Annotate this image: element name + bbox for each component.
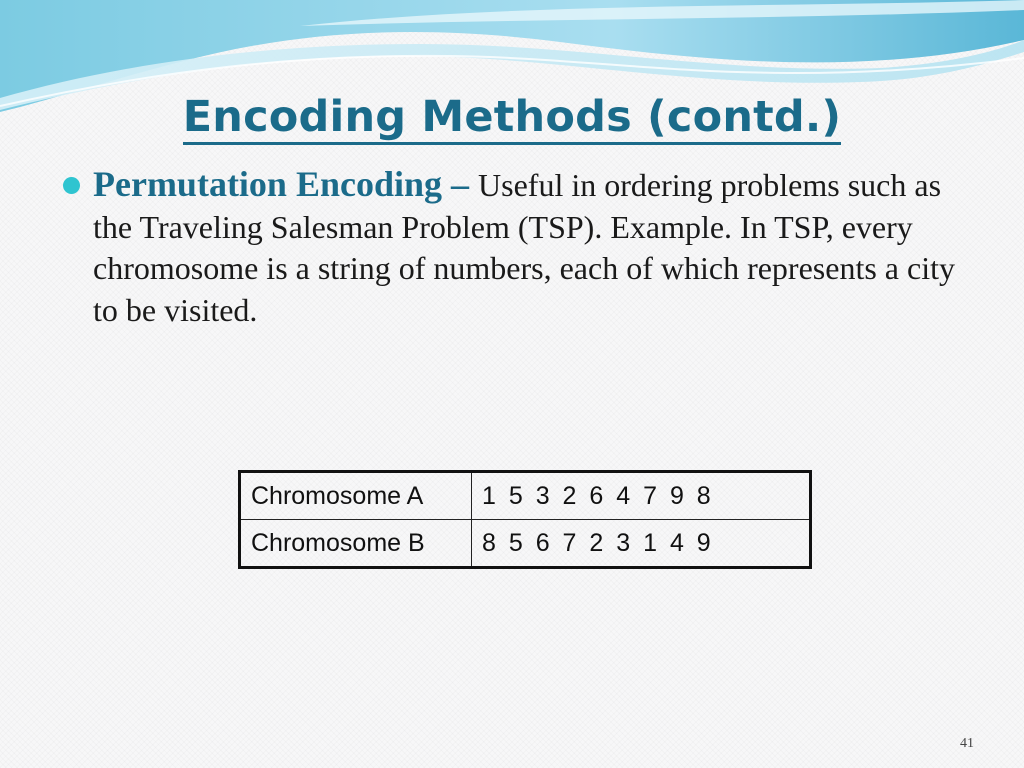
bullet-dot-icon (63, 177, 80, 194)
bullet-text: Useful in ordering problems such as the Traveling Salesman Problem (TSP). Example. In TSP, every chromosome is a string of numbers, each of which represents a city to be visited. (93, 167, 955, 328)
table-cell-name: Chromosome B (240, 520, 472, 568)
page-number: 41 (960, 736, 974, 751)
bullet-term: Permutation Encoding (93, 164, 443, 204)
slide-title-text: Encoding Methods (contd.) (183, 92, 842, 145)
bullet-paragraph (93, 164, 973, 331)
bullet-dash: – (442, 164, 479, 204)
table-cell-genes: 1 5 3 2 6 4 7 9 8 (472, 472, 811, 520)
table-row (240, 520, 811, 568)
chromosome-table (238, 470, 812, 569)
table-cell-genes: 8 5 6 7 2 3 1 4 9 (472, 520, 811, 568)
table-row (240, 472, 811, 520)
table-cell-name: Chromosome A (240, 472, 472, 520)
slide-title (0, 92, 1024, 142)
